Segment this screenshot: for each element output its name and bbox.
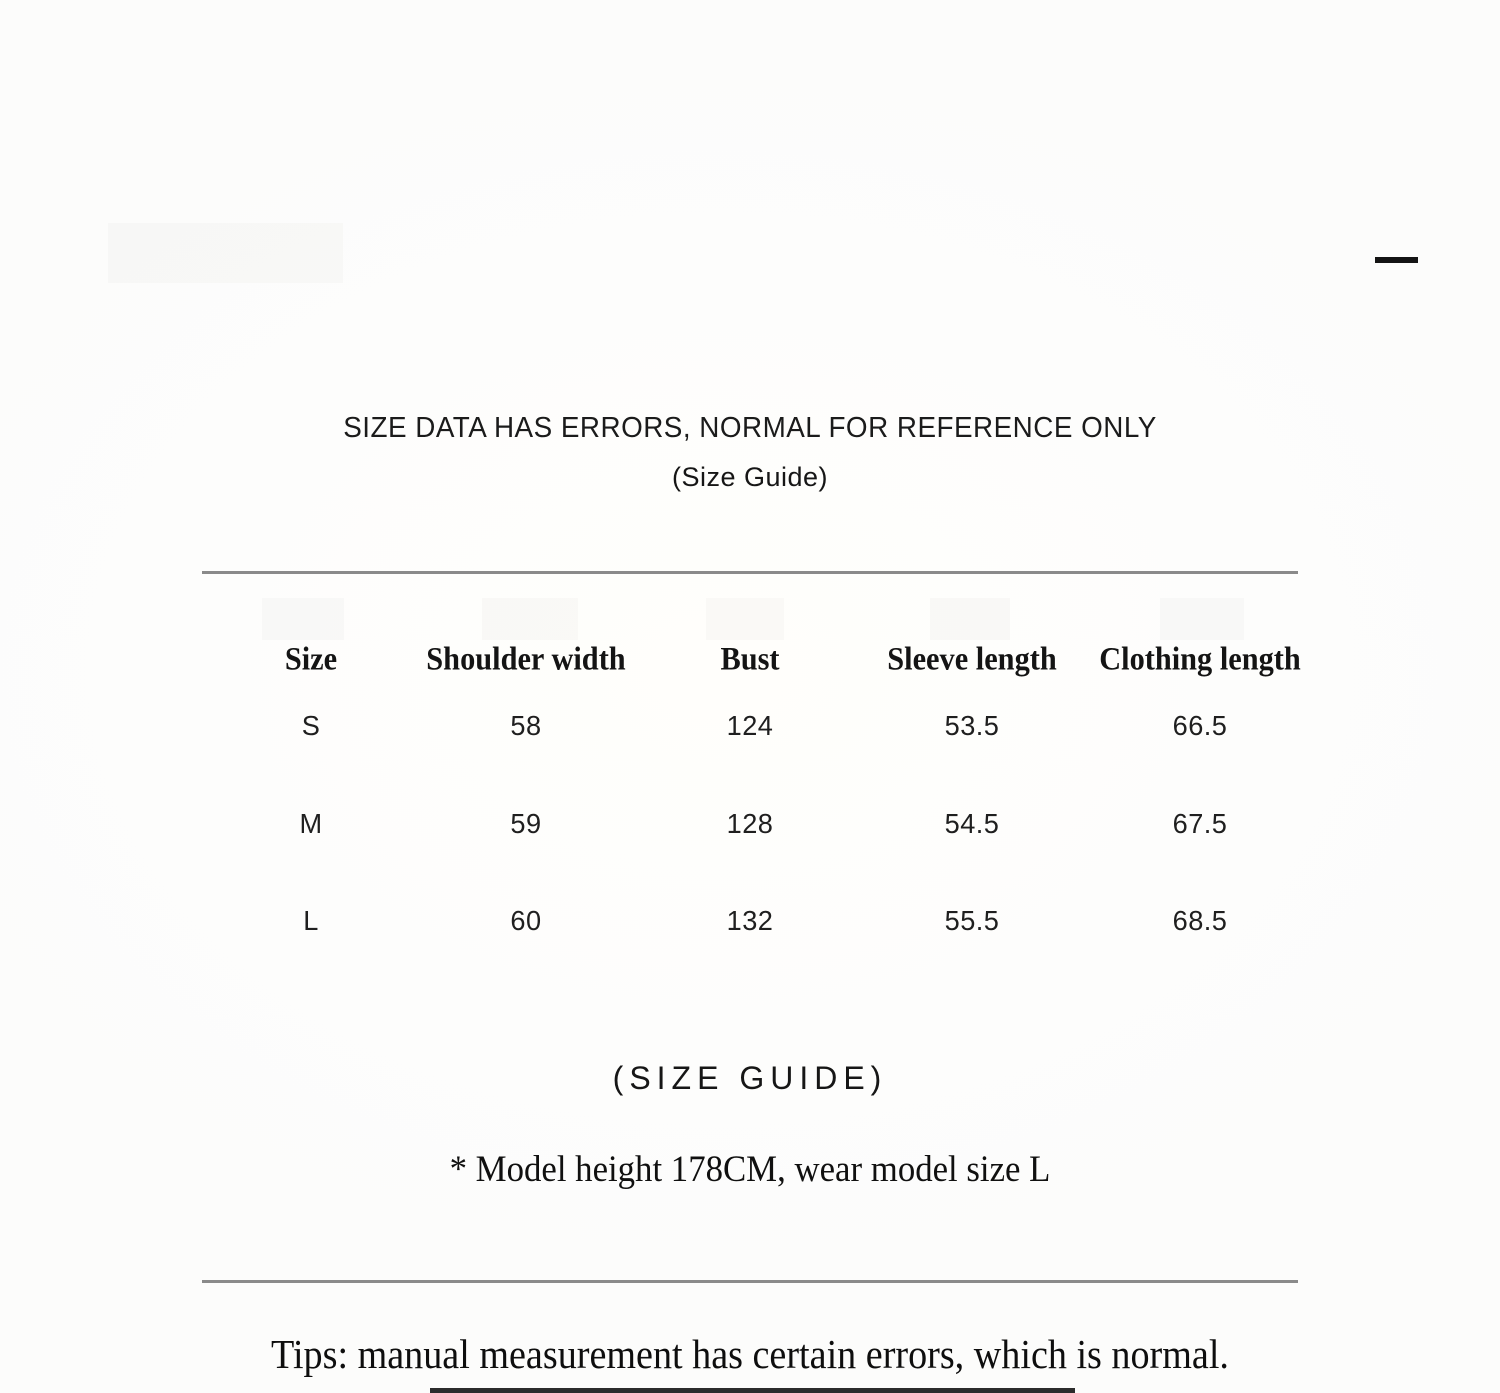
table-cell-s-sleeve: 53.5: [944, 710, 1000, 741]
background-artifact: [482, 598, 578, 640]
background-artifact: [1160, 598, 1244, 640]
column-header-sleeve-length: Sleeve length: [887, 641, 1057, 678]
page-title: SIZE DATA HAS ERRORS, NORMAL FOR REFERENCE ONLY: [343, 412, 1157, 444]
table-cell-size-m: M: [299, 808, 323, 839]
table-cell-l-length: 68.5: [1172, 905, 1228, 936]
table-cell-l-sleeve: 55.5: [944, 905, 1000, 936]
divider-top: [202, 571, 1298, 574]
table-cell-m-shoulder: 59: [510, 808, 542, 839]
table-cell-size-s: S: [301, 710, 321, 741]
background-artifact: [706, 598, 784, 640]
column-header-shoulder-width: Shoulder width: [426, 641, 626, 678]
background-artifact: [930, 598, 1010, 640]
model-height-note: * Model height 178CM, wear model size L: [449, 1149, 1051, 1190]
column-header-clothing-length: Clothing length: [1099, 641, 1301, 678]
table-cell-m-bust: 128: [726, 808, 774, 839]
table-cell-s-bust: 124: [726, 710, 774, 741]
size-guide-caption: (SIZE GUIDE): [612, 1060, 888, 1096]
table-cell-l-bust: 132: [726, 905, 774, 936]
cutoff-bottom-bar: [430, 1388, 1075, 1393]
background-artifact: [108, 223, 343, 283]
table-cell-m-sleeve: 54.5: [944, 808, 1000, 839]
column-header-size: Size: [284, 641, 338, 678]
column-header-bust: Bust: [720, 641, 780, 678]
table-cell-s-shoulder: 58: [510, 710, 542, 741]
table-cell-size-l: L: [303, 905, 319, 936]
table-cell-m-length: 67.5: [1172, 808, 1228, 839]
table-cell-l-shoulder: 60: [510, 905, 542, 936]
minimize-dash-icon: [1375, 257, 1418, 263]
divider-bottom: [202, 1280, 1298, 1283]
page-subtitle: (Size Guide): [671, 462, 829, 492]
background-artifact: [262, 598, 344, 640]
tips-text: Tips: manual measurement has certain errors, which is normal.: [271, 1331, 1229, 1377]
table-cell-s-length: 66.5: [1172, 710, 1228, 741]
